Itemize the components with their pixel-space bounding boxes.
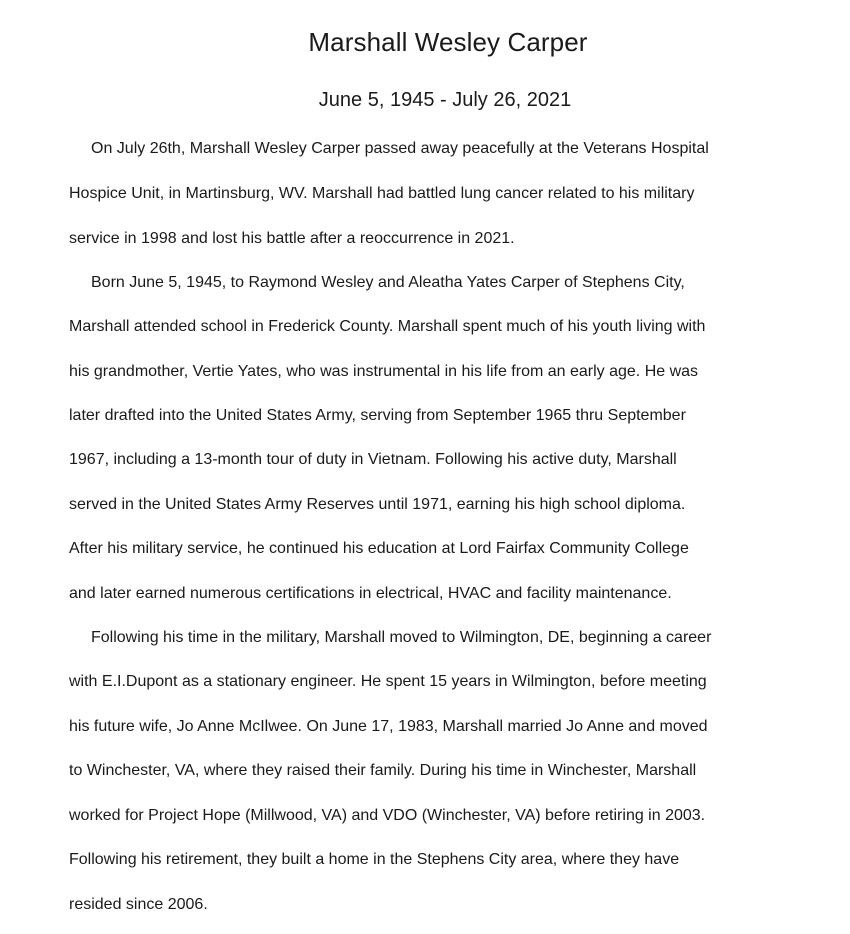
paragraph-3-line-5: worked for Project Hope (Millwood, VA) and VDO (Winchester, VA) before retiring in 2003. [69,807,706,824]
paragraph-3-line-7: resided since 2006. [69,896,208,913]
paragraph-1-line-2: Hospice Unit, in Martinsburg, WV. Marshall had battled lung cancer related to his military [69,185,695,202]
paragraph-2-line-1: Born June 5, 1945, to Raymond Wesley and Aleatha Yates Carper of Stephens City, [91,274,685,291]
paragraph-1-line-3: service in 1998 and lost his battle after a reoccurrence in 2021. [69,230,515,247]
paragraph-2-line-3: his grandmother, Vertie Yates, who was instrumental in his life from an early age. He was [69,363,699,380]
paragraph-3-line-4: to Winchester, VA, where they raised their family. During his time in Winchester, Marshall [69,762,697,779]
paragraph-3-line-6: Following his retirement, they built a home in the Stephens City area, where they have [69,851,680,868]
paragraph-2-line-4: later drafted into the United States Army, serving from September 1965 thru September [69,407,686,424]
paragraph-2-line-8: and later earned numerous certifications in electrical, HVAC and facility maintenance. [69,585,672,602]
paragraph-2-line-5: 1967, including a 13-month tour of duty in Vietnam. Following his active duty, Marshall [69,451,677,468]
paragraph-2-line-7: After his military service, he continued his education at Lord Fairfax Community College [69,540,689,557]
life-dates: June 5, 1945 - July 26, 2021 [318,89,572,111]
paragraph-2-line-2: Marshall attended school in Frederick County. Marshall spent much of his youth living with [69,318,706,335]
paragraph-3-line-3: his future wife, Jo Anne McIlwee. On June 17, 1983, Marshall married Jo Anne and moved [69,718,708,735]
paragraph-3-line-1: Following his time in the military, Marshall moved to Wilmington, DE, beginning a career [91,629,712,646]
paragraph-3-line-2: with E.I.Dupont as a stationary engineer. He spent 15 years in Wilmington, before meeting [69,673,707,690]
page-title: Marshall Wesley Carper [308,27,588,57]
paragraph-2-line-6: served in the United States Army Reserves until 1971, earning his high school diploma. [69,496,686,513]
paragraph-1-line-1: On July 26th, Marshall Wesley Carper passed away peacefully at the Veterans Hospital [91,140,709,157]
